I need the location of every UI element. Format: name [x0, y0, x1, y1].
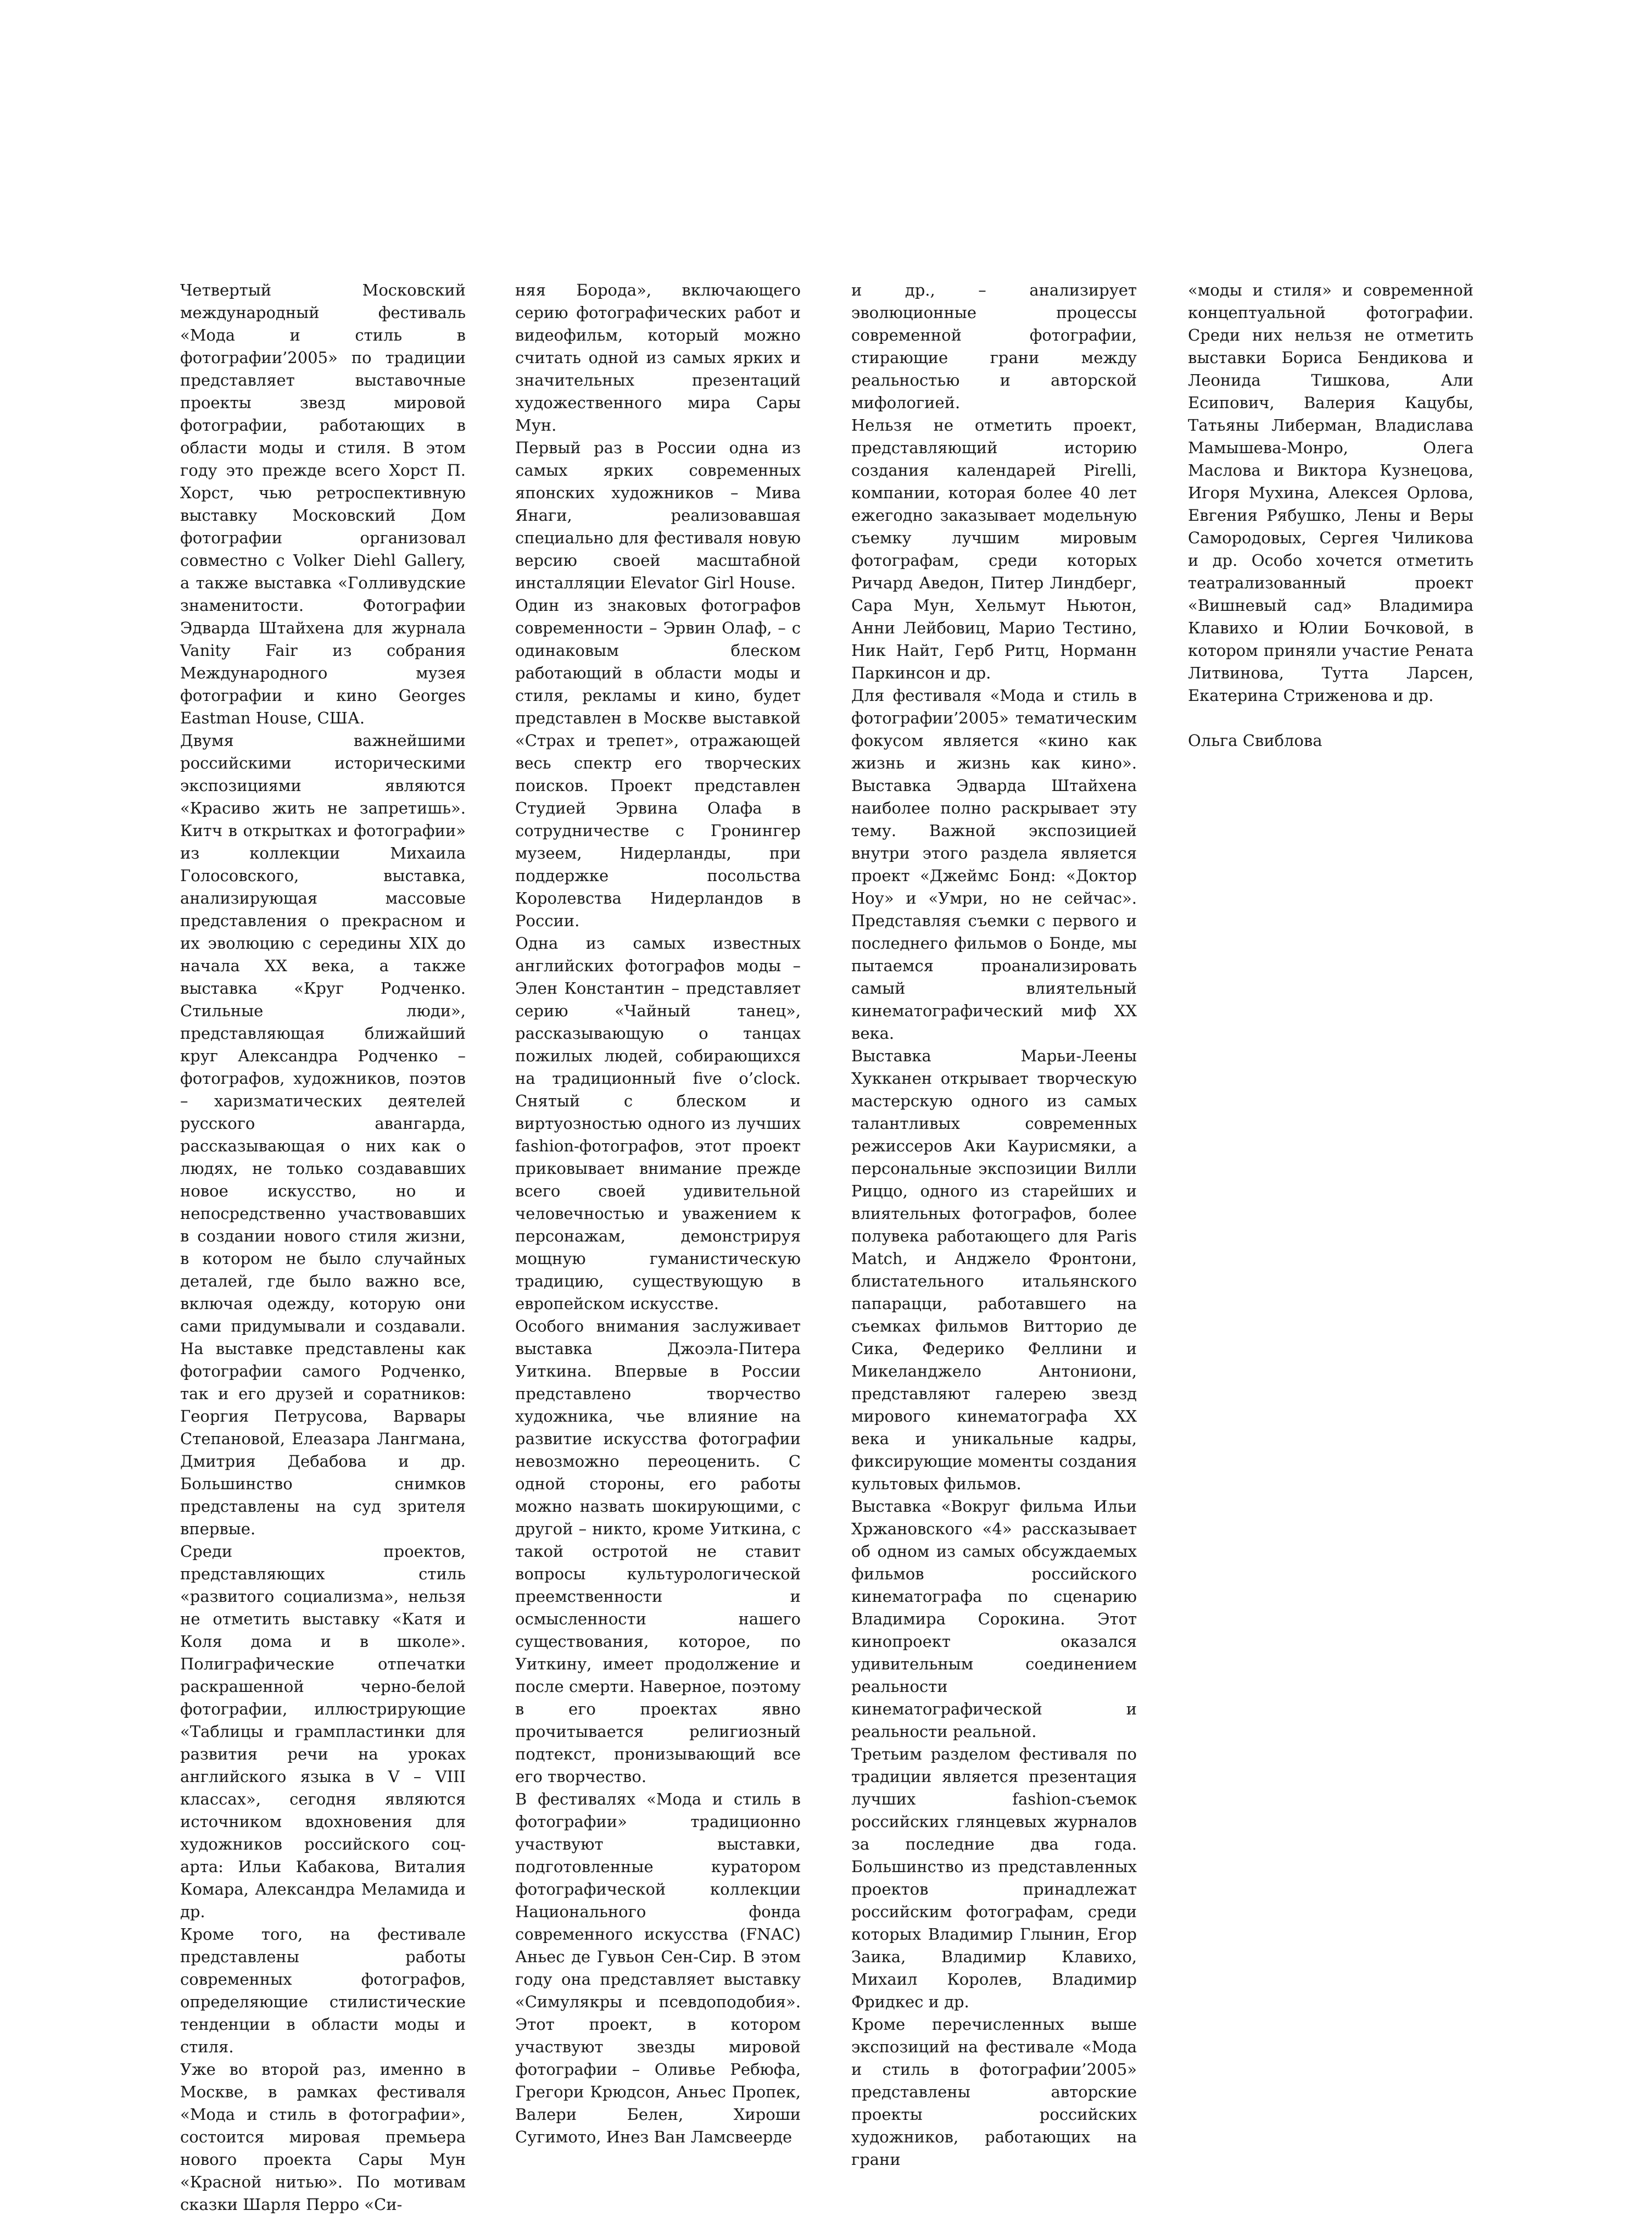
paragraph: Третьим разделом фестиваля по традиции является презентация лучших fashion-съемок российских глянцевых журналов за последние два года. Большинство из представленных проектов принадлежат российским фотографам, среди которых Владимир Глынин, Егор Заика, Владимир Клавихо, Михаил Королев, Владимир Фридкес и др.	[851, 1745, 1137, 2011]
paragraph: Нельзя не отметить проект, представляющий историю создания календарей Pirelli, компании, которая более 40 лет ежегодно заказывает модельную съемку лучшим мировым фотографам, среди которых Ричард Аведон, Питер Линдберг, Сара Мун, Хельмут Ньютон, Анни Лейбовиц, Марио Тестино, Ник Найт, Герб Ритц, Норманн Паркинсон и др.	[851, 416, 1137, 682]
text-column-1	[180, 279, 466, 2216]
author-signature: Ольга Свиблова	[1188, 731, 1322, 750]
paragraph: Один из знаковых фотографов современности – Эрвин Олаф, – с одинаковым блеском работающий в области моды и стиля, рекламы и кино, будет представлен в Москве выставкой «Страх и трепет», отражающей весь спектр его творческих поисков. Проект представлен Студией Эрвина Олафа в сотрудничестве с Гронингер музеем, Нидерланды, при поддержке посольства Королевства Нидерландов в России.	[515, 596, 801, 930]
paragraph: Первый раз в России одна из самых ярких современных японских художников – Мива Янаги, реализовавшая специально для фестиваля новую версию своей масштабной инсталляции Elevator Girl House.	[515, 438, 801, 592]
paragraph: Уже во второй раз, именно в Москве, в рамках фестиваля «Мода и стиль в фотографии», состоится мировая премьера нового проекта Сары Мун «Красной нитью». По мотивам сказки Шарля Перро «Си-	[180, 2060, 466, 2214]
paragraph: Двумя важнейшими российскими историческими экспозициями являются «Красиво жить не запретишь». Китч в открытках и фотографии» из коллекции Михаила Голосовского, выставка, анализирующая массовые представления о прекрасном и их эволюцию с середины XIX до начала XX века, а также выставка «Круг Родченко. Стильные люди», представляющая ближайший круг Александра Родченко – фотографов, художников, поэтов – харизматических деятелей русского авангарда, рассказывающая о них как о людях, не только создававших новое искусство, но и непосредственно участвовавших в создании нового стиля жизни, в котором не было случайных деталей, где было важно все, включая одежду, которую они сами придумывали и создавали. На выставке представлены как фотографии самого Родченко, так и его друзей и соратников: Георгия Петрусова, Варвары Степановой, Елеазара Лангмана, Дмитрия Дебабова и др. Большинство снимков представлены на суд зрителя впервые.	[180, 731, 466, 1538]
paragraph: «моды и стиля» и современной концептуальной фотографии. Среди них нельзя не отметить выставки Бориса Бендикова и Леонида Тишкова, Али Есипович, Валерия Кацубы, Татьяны Либерман, Владислава Мамышева-Монро, Олега Маслова и Виктора Кузнецова, Игоря Мухина, Алексея Орлова, Евгения Рябушко, Лены и Веры Самородовых, Сергея Чиликова и др. Особо хочется отметить театрализованный проект «Вишневый сад» Владимира Клавихо и Юлии Бочковой, в котором приняли участие Рената Литвинова, Тутта Ларсен, Екатерина Стриженова и др.	[1188, 281, 1474, 705]
paragraph: Особого внимания заслуживает выставка Джоэла-Питера Уиткина. Впервые в России представлено творчество художника, чье влияние на развитие искусства фотографии невозможно переоценить. С одной стороны, его работы можно назвать шокирующими, с другой – никто, кроме Уиткина, с такой остротой не ставит вопросы культурологической преемственности и осмысленности нашего существования, которое, по Уиткину, имеет продолжение и после смерти. Наверное, поэтому в его проектах явно прочитывается религиозный подтекст, пронизывающий все его творчество.	[515, 1317, 801, 1786]
paragraph: Одна из самых известных английских фотографов моды – Элен Константин – представляет серию «Чайный танец», рассказывающую о танцах пожилых людей, собирающихся на традиционный five o’clock. Снятый с блеском и виртуозностью одного из лучших fashion-фотографов, этот проект приковывает внимание прежде всего своей удивительной человечностью и уважением к персонажам, демонстрируя мощную гуманистическую традицию, существующую в европейском искусстве.	[515, 934, 801, 1313]
text-column-3	[851, 279, 1137, 2171]
paragraph: и др., – анализирует эволюционные процессы современной фотографии, стирающие грани между реальностью и авторской мифологией.	[851, 281, 1137, 412]
paragraph: В фестивалях «Мода и стиль в фотографии» традиционно участвуют выставки, подготовленные куратором фотографической коллекции Национального фонда современного искусства (FNAC) Аньес де Гувьон Сен-Сир. В этом году она представляет выставку «Симулякры и псевдоподобия». Этот проект, в котором участвуют звезды мировой фотографии – Оливье Ребюфа, Грегори Крюдсон, Аньес Пропек, Валери Белен, Хироши Сугимото, Инез Ван Ламсвеерде	[515, 1790, 801, 2146]
paragraph: няя Борода», включающего серию фотографических работ и видеофильм, который можно считать одной из самых ярких и значительных презентаций художественного мира Сары Мун.	[515, 281, 801, 435]
paragraph: Выставка Марьи-Леены Хукканен открывает творческую мастерскую одного из самых талантливых современных режиссеров Аки Каурисмяки, а персональные экспозиции Вилли Риццо, одного из старейших и влиятельных фотографов, более полувека работающего для Paris Match, и Анджело Фронтони, блистательного итальянского папарацци, работавшего на съемках фильмов Витторио де Сика, Федерико Феллини и Микеланджело Антониони, представляют галерею звезд мирового кинематографа XX века и уникальные кадры, фиксирующие моменты создания культовых фильмов.	[851, 1046, 1137, 1493]
paragraph: Четвертый Московский международный фестиваль «Мода и стиль в фотографии’2005» по традиции представляет выставочные проекты звезд мировой фотографии, работающих в области моды и стиля. В этом году это прежде всего Хорст П. Хорст, чью ретроспективную выставку Московский Дом фотографии организовал совместно с Volker Diehl Gallery, а также выставка «Голливудские знаменитости. Фотографии Эдварда Штайхена для журнала Vanity Fair из собрания Международного музея фотографии и кино Georges Eastman House, США.	[180, 281, 466, 727]
text-column-4	[1188, 279, 1474, 752]
paragraph: Кроме того, на фестивале представлены работы современных фотографов, определяющие стилистические тенденции в области моды и стиля.	[180, 1925, 466, 2056]
paragraph: Кроме перечисленных выше экспозиций на фестивале «Мода и стиль в фотографии’2005» представлены авторские проекты российских художников, работающих на грани	[851, 2015, 1137, 2169]
paragraph: Для фестиваля «Мода и стиль в фотографии’2005» тематическим фокусом является «кино как жизнь и жизнь как кино». Выставка Эдварда Штайхена наиболее полно раскрывает эту тему. Важной экспозицией внутри этого раздела является проект «Джеймс Бонд: «Доктор Ноу» и «Умри, но не сейчас». Представляя съемки с первого и последнего фильмов о Бонде, мы пытаемся проанализировать самый влиятельный кинематографический миф XX века.	[851, 686, 1137, 1043]
text-column-2	[515, 279, 801, 2148]
paragraph: Выставка «Вокруг фильма Ильи Хржановского «4» рассказывает об одном из самых обсуждаемых фильмов российского кинематографа по сценарию Владимира Сорокина. Этот кинопроект оказался удивительным соединением реальности кинематографической и реальности реальной.	[851, 1497, 1137, 1741]
paragraph: Среди проектов, представляющих стиль «развитого социализма», нельзя не отметить выставку «Катя и Коля дома и в школе». Полиграфические отпечатки раскрашенной черно-белой фотографии, иллюстрирующие «Таблицы и грампластинки для развития речи на уроках английского языка в V – VIII классах», сегодня являются источником вдохновения для художников российского соц-арта: Ильи Кабакова, Виталия Комара, Александра Меламида и др.	[180, 1542, 466, 1921]
